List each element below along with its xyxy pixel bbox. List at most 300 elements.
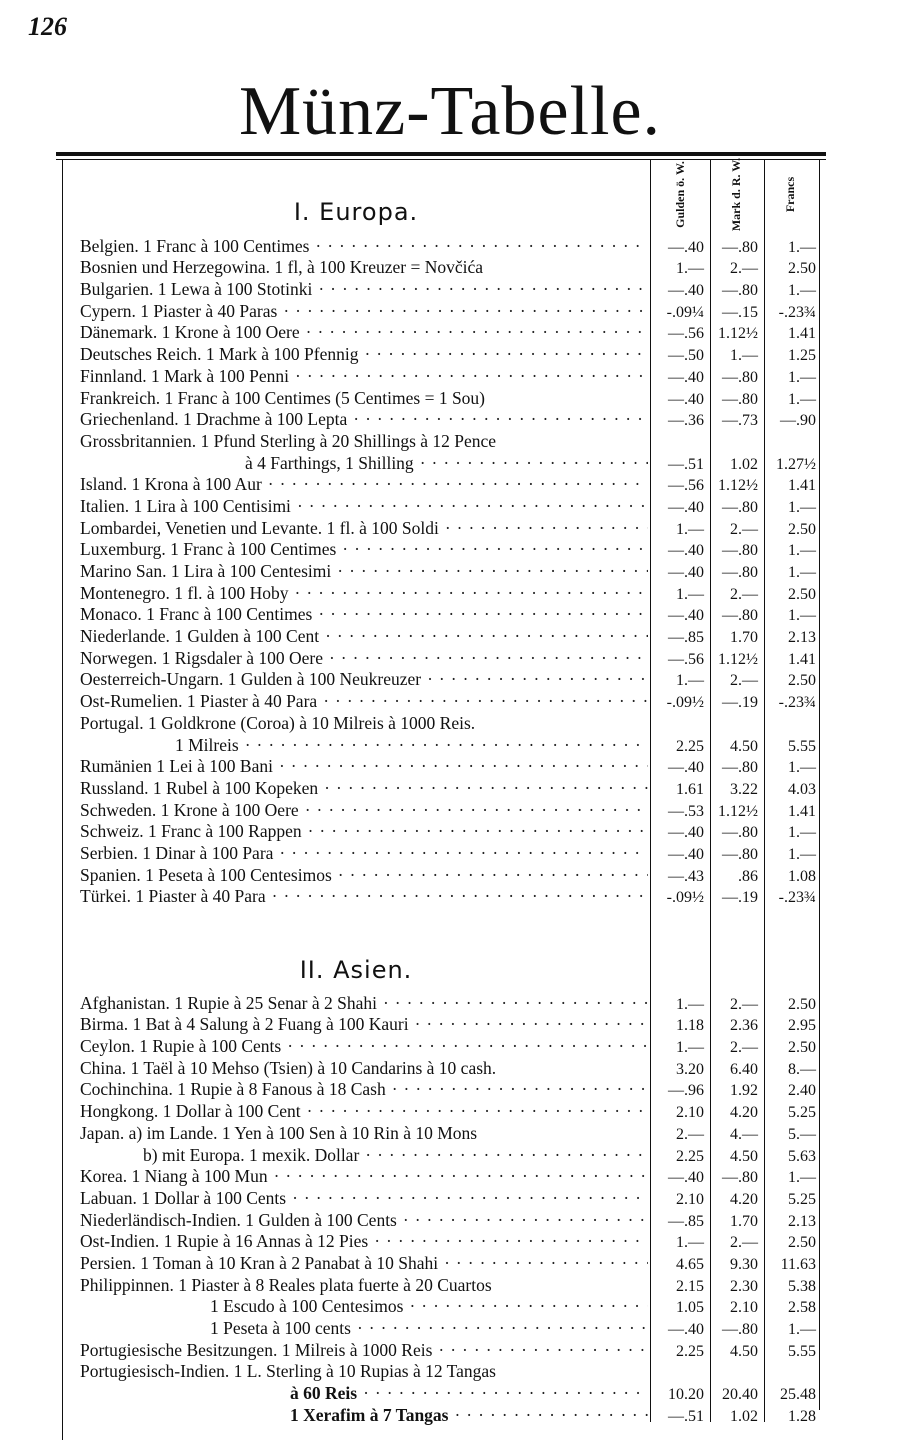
currency-label [80, 756, 648, 777]
value-francs: 2.50 [788, 260, 816, 278]
value-francs: -.23¾ [778, 303, 816, 321]
currency-label [80, 388, 648, 409]
currency-label-text: à 4 Farthings, 1 Shilling [245, 452, 414, 473]
value-mark: .86 [738, 867, 758, 885]
currency-label [80, 431, 648, 452]
value-francs: 5.55 [788, 1342, 816, 1360]
table-row [80, 1404, 820, 1426]
leader-dots [438, 1340, 648, 1361]
currency-label [80, 1231, 648, 1252]
value-gulden: —.40 [668, 368, 704, 386]
value-francs: 5.25 [788, 1104, 816, 1122]
value-gulden: 2.25 [676, 1342, 704, 1360]
currency-label-text: Finnland. 1 Mark à 100 Penni [80, 365, 290, 386]
currency-label [80, 561, 648, 582]
leader-dots [323, 691, 648, 712]
value-mark: 1.12½ [718, 325, 758, 343]
value-gulden: —.53 [668, 802, 704, 820]
currency-label-text: 1 Escudo à 100 Centesimos [210, 1296, 404, 1317]
currency-label-text: b) mit Europa. 1 mexik. Dollar [143, 1144, 360, 1165]
value-francs: 1.— [788, 542, 816, 560]
currency-label-text: Niederländisch-Indien. 1 Gulden à 100 Cents [80, 1209, 397, 1230]
currency-label-text: Griechenland. 1 Drachme à 100 Lepta [80, 409, 348, 430]
currency-label-text: Korea. 1 Niang à 100 Mun [80, 1166, 268, 1187]
leader-dots [268, 474, 648, 495]
currency-label [80, 279, 648, 300]
leader-dots [297, 496, 648, 517]
value-francs: 2.58 [788, 1299, 816, 1317]
currency-label [80, 236, 648, 257]
value-francs: 1.— [788, 368, 816, 386]
currency-label-text: Luxemburg. 1 Franc à 100 Centimes [80, 539, 337, 560]
currency-label [80, 366, 648, 387]
value-gulden: —.56 [668, 325, 704, 343]
value-gulden: —.85 [668, 629, 704, 647]
value-mark: 2.— [730, 995, 758, 1013]
table-row [80, 278, 820, 300]
leader-dots [279, 756, 648, 777]
currency-label-text: 1 Peseta à 100 cents [210, 1318, 351, 1338]
currency-label [80, 1275, 648, 1296]
currency-label-text: Hongkong. 1 Dollar à 100 Cent [80, 1101, 301, 1122]
value-francs: 25.48 [780, 1386, 816, 1404]
value-francs: 2.50 [788, 520, 816, 538]
currency-label [80, 496, 648, 517]
value-gulden: 2.10 [676, 1190, 704, 1208]
value-gulden: 2.— [676, 1125, 704, 1143]
value-gulden: —.40 [668, 542, 704, 560]
currency-label-text: Oesterreich-Ungarn. 1 Gulden à 100 Neukreuzer [80, 669, 422, 690]
value-mark: —.19 [722, 889, 758, 907]
value-francs: 1.— [788, 282, 816, 300]
leader-dots [292, 1188, 648, 1209]
value-mark: —.19 [722, 694, 758, 712]
value-francs: -.23¾ [778, 889, 816, 907]
currency-label-text: Cochinchina. 1 Rupie à 8 Fanous à 18 Cash [80, 1079, 386, 1100]
currency-label-text: China. 1 Taël à 10 Mehso (Tsien) à 10 Candarins à 10 cash. [80, 1057, 497, 1078]
leader-dots [337, 561, 648, 582]
table-row [80, 517, 820, 539]
value-francs: 2.40 [788, 1082, 816, 1100]
leader-dots [308, 821, 648, 842]
value-francs: 1.— [788, 845, 816, 863]
column-header-mark: Mark d. R. W. [729, 157, 744, 231]
value-francs: 1.— [788, 498, 816, 516]
leader-dots [315, 236, 648, 257]
value-francs: -.23¾ [778, 694, 816, 712]
currency-label [80, 474, 648, 495]
leader-dots [325, 626, 648, 647]
value-mark: 2.— [730, 1234, 758, 1252]
table-row [80, 1252, 820, 1274]
value-gulden: —.50 [668, 347, 704, 365]
value-francs: —.90 [780, 412, 816, 430]
value-mark: 1.12½ [718, 650, 758, 668]
currency-label [80, 626, 648, 647]
leader-dots [295, 583, 648, 604]
leader-dots [318, 604, 648, 625]
table-row [80, 777, 820, 799]
table-row [80, 235, 820, 257]
currency-label-text: Montenegro. 1 fl. à 100 Hoby [80, 582, 289, 603]
value-mark: 1.92 [730, 1082, 758, 1100]
value-francs: 1.28 [788, 1407, 816, 1425]
value-francs: 1.25 [788, 347, 816, 365]
currency-label-text: Persien. 1 Toman à 10 Kran à 2 Panabat à 10 Shahi [80, 1252, 439, 1273]
leader-dots [342, 539, 648, 560]
value-mark: —.80 [722, 542, 758, 560]
table-row [80, 1187, 820, 1209]
value-mark: —.80 [722, 845, 758, 863]
currency-label-text: Japan. a) im Lande. 1 Yen à 100 Sen à 10 Rin à 10 Mons [80, 1122, 478, 1143]
leader-dots [374, 1231, 648, 1252]
value-gulden: —.40 [668, 1169, 704, 1187]
table-row [80, 1100, 820, 1122]
leader-dots [245, 735, 648, 756]
currency-label-text: Bulgarien. 1 Lewa à 100 Stotinki [80, 279, 313, 300]
value-francs: 1.41 [788, 802, 816, 820]
table-row [80, 625, 820, 647]
value-gulden: 4.65 [676, 1255, 704, 1273]
currency-label [80, 344, 648, 365]
currency-label-text: Marino San. 1 Lira à 100 Centesimi [80, 561, 332, 581]
title-rule-thick [56, 152, 826, 156]
table-row [80, 669, 820, 691]
table-row [80, 756, 820, 778]
value-mark: 1.12½ [718, 802, 758, 820]
currency-label-text: Philippinnen. 1 Piaster à 8 Reales plata fuerte à 20 Cuartos [80, 1274, 492, 1295]
currency-label [80, 257, 648, 278]
currency-label [80, 1014, 648, 1035]
currency-label [80, 735, 648, 756]
value-francs: 1.— [788, 390, 816, 408]
leader-dots [364, 344, 648, 365]
currency-label [80, 518, 648, 539]
value-gulden: —.40 [668, 845, 704, 863]
table-row [80, 365, 820, 387]
value-gulden: —.40 [668, 390, 704, 408]
value-francs: 2.13 [788, 1212, 816, 1230]
table-row [80, 1382, 820, 1404]
value-francs: 2.50 [788, 1039, 816, 1057]
value-mark: —.80 [722, 824, 758, 842]
value-gulden: 1.— [676, 1234, 704, 1252]
value-francs: 5.38 [788, 1277, 816, 1295]
currency-label [80, 1123, 648, 1144]
value-mark: 1.70 [730, 1212, 758, 1230]
value-mark: 6.40 [730, 1060, 758, 1078]
value-mark: 1.02 [730, 455, 758, 473]
value-mark: 9.30 [730, 1255, 758, 1273]
table-row [80, 1079, 820, 1101]
value-gulden: 1.18 [676, 1017, 704, 1035]
currency-label [80, 322, 648, 343]
leader-dots [324, 778, 648, 799]
table-row [80, 474, 820, 496]
value-mark: 2.— [730, 672, 758, 690]
leader-dots [409, 1296, 648, 1317]
value-mark: 4.50 [730, 737, 758, 755]
table-row [80, 495, 820, 517]
value-mark: 4.50 [730, 1342, 758, 1360]
table-row [80, 712, 820, 734]
value-mark: 20.40 [722, 1386, 758, 1404]
table-row [80, 343, 820, 365]
currency-label-text: Serbien. 1 Dinar à 100 Para [80, 842, 274, 863]
table-row [80, 734, 820, 756]
currency-label [80, 1058, 648, 1079]
table-row [80, 560, 820, 582]
table-row [80, 647, 820, 669]
value-francs: 11.63 [780, 1255, 816, 1273]
table-frame-left [62, 160, 63, 1440]
table-asien [80, 992, 820, 1426]
value-francs: 1.27½ [776, 455, 816, 473]
value-mark: 4.20 [730, 1104, 758, 1122]
currency-label-text: Portugal. 1 Goldkrone (Coroa) à 10 Milreis à 1000 Reis. [80, 712, 476, 733]
leader-dots [287, 1036, 648, 1057]
value-mark: —.80 [722, 1321, 758, 1338]
currency-label [80, 583, 648, 604]
value-mark: 3.22 [730, 780, 758, 798]
currency-label [80, 648, 648, 669]
table-row [80, 1317, 820, 1339]
value-mark: —.80 [722, 1169, 758, 1187]
currency-label-text: Cypern. 1 Piaster à 40 Paras [80, 300, 278, 321]
value-francs: 1.— [788, 238, 816, 256]
currency-label-text: Portugiesisch-Indien. 1 L. Sterling à 10 Rupias à 12 Tangas [80, 1361, 496, 1382]
value-francs: 1.41 [788, 477, 816, 495]
table-row [80, 322, 820, 344]
table-row [80, 992, 820, 1014]
currency-label [80, 453, 648, 474]
value-mark: 2.36 [730, 1017, 758, 1035]
currency-label-text: à 60 Reis [290, 1383, 358, 1404]
value-gulden: 1.— [676, 520, 704, 538]
value-gulden: —.43 [668, 867, 704, 885]
table-row [80, 799, 820, 821]
leader-dots [338, 865, 648, 886]
value-gulden: -.09½ [666, 889, 704, 907]
currency-label-text: Deutsches Reich. 1 Mark à 100 Pfennig [80, 344, 359, 365]
table-row [80, 1231, 820, 1253]
value-francs: 1.41 [788, 325, 816, 343]
table-row [80, 1144, 820, 1166]
section-heading-europa: I. Europa. [293, 198, 419, 226]
leader-dots [454, 1405, 648, 1426]
currency-label-text: Türkei. 1 Piaster à 40 Para [80, 886, 266, 907]
leader-dots [357, 1318, 648, 1339]
value-francs: 1.— [788, 1321, 816, 1338]
value-gulden: —.51 [668, 455, 704, 473]
currency-label-text: 1 Milreis [175, 734, 239, 755]
currency-label-text: Grossbritannien. 1 Pfund Sterling à 20 Shillings à 12 Pence [80, 430, 497, 451]
value-mark: —.80 [722, 390, 758, 408]
value-gulden: —.85 [668, 1212, 704, 1230]
currency-label-text: Bosnien und Herzegowina. 1 fl, à 100 Kreuzer = Novčića [80, 257, 483, 278]
value-gulden: 1.— [676, 995, 704, 1013]
table-row [80, 1122, 820, 1144]
value-mark: —.80 [722, 368, 758, 386]
value-mark: —.80 [722, 238, 758, 256]
table-row [80, 842, 820, 864]
currency-label [80, 1253, 648, 1274]
value-mark: —.80 [722, 759, 758, 777]
value-mark: 2.— [730, 520, 758, 538]
column-header-gulden: Gulden ö. W. [672, 160, 687, 228]
value-gulden: 2.25 [676, 1147, 704, 1165]
currency-label-text: Dänemark. 1 Krone à 100 Oere [80, 322, 300, 343]
currency-label-text: Russland. 1 Rubel à 100 Kopeken [80, 777, 319, 798]
value-gulden: 1.05 [676, 1299, 704, 1317]
currency-label-text: Ost-Indien. 1 Rupie à 16 Annas à 12 Pies [80, 1231, 369, 1252]
leader-dots [420, 453, 648, 474]
value-mark: 1.02 [730, 1407, 758, 1425]
table-row [80, 690, 820, 712]
currency-label [80, 1405, 648, 1426]
leader-dots [305, 800, 648, 821]
leader-dots [274, 1166, 648, 1187]
currency-label [80, 1296, 648, 1317]
table-row [80, 452, 820, 474]
currency-label-text: Portugiesische Besitzungen. 1 Milreis à 1000 Reis [80, 1339, 433, 1360]
currency-label-text: Schweden. 1 Krone à 100 Oere [80, 799, 299, 820]
leader-dots [295, 366, 648, 387]
currency-label [80, 1166, 648, 1187]
leader-dots [444, 1253, 648, 1274]
value-mark: —.73 [722, 412, 758, 430]
table-row [80, 886, 820, 908]
leader-dots [279, 843, 648, 864]
value-gulden: —.51 [668, 1407, 704, 1425]
value-gulden: —.40 [668, 238, 704, 256]
leader-dots [283, 301, 648, 322]
table-row [80, 430, 820, 452]
value-mark: 1.70 [730, 629, 758, 647]
value-francs: 5.63 [788, 1147, 816, 1165]
value-mark: 2.— [730, 260, 758, 278]
value-gulden: —.40 [668, 824, 704, 842]
leader-dots [427, 669, 648, 690]
table-row [80, 257, 820, 279]
value-gulden: 2.25 [676, 737, 704, 755]
leader-dots [415, 1014, 648, 1035]
table-row [80, 1339, 820, 1361]
value-gulden: —.96 [668, 1082, 704, 1100]
value-mark: —.80 [722, 607, 758, 625]
value-gulden: —.56 [668, 477, 704, 495]
currency-label-text: Labuan. 1 Dollar à 100 Cents [80, 1187, 287, 1208]
value-gulden: 1.61 [676, 780, 704, 798]
currency-label [80, 301, 648, 322]
value-gulden: 1.— [676, 260, 704, 278]
value-gulden: —.40 [668, 498, 704, 516]
value-gulden: 2.15 [676, 1277, 704, 1295]
value-francs: 5.55 [788, 737, 816, 755]
table-row [80, 539, 820, 561]
table-row [80, 1057, 820, 1079]
value-mark: —.80 [722, 564, 758, 581]
table-row [80, 864, 820, 886]
currency-label [80, 886, 648, 907]
value-mark: —.15 [722, 303, 758, 321]
value-gulden: 1.— [676, 585, 704, 603]
value-francs: 2.95 [788, 1017, 816, 1035]
value-gulden: 1.— [676, 1039, 704, 1057]
leader-dots [329, 648, 648, 669]
currency-label-text: Niederlande. 1 Gulden à 100 Cent [80, 626, 320, 647]
value-gulden: —.40 [668, 1321, 704, 1338]
value-gulden: —.40 [668, 759, 704, 777]
value-gulden: 10.20 [668, 1386, 704, 1404]
currency-label [80, 843, 648, 864]
leader-dots [365, 1145, 648, 1166]
leader-dots [445, 518, 648, 539]
currency-label-text: Italien. 1 Lira à 100 Centisimi [80, 495, 291, 516]
table-row [80, 1166, 820, 1188]
table-row [80, 300, 820, 322]
currency-label [80, 409, 648, 430]
value-francs: 2.13 [788, 629, 816, 647]
currency-label [80, 1383, 648, 1404]
value-mark: —.80 [722, 282, 758, 300]
table-row [80, 821, 820, 843]
table-row [80, 1296, 820, 1318]
value-gulden: 3.20 [676, 1060, 704, 1078]
value-mark: 2.30 [730, 1277, 758, 1295]
value-gulden: —.40 [668, 607, 704, 625]
currency-label-text: Belgien. 1 Franc à 100 Centimes [80, 235, 310, 256]
value-mark: 2.— [730, 1039, 758, 1057]
currency-label [80, 713, 648, 734]
table-row [80, 387, 820, 409]
page-title: Münz-Tabelle. [238, 73, 662, 150]
table-row [80, 1035, 820, 1057]
leader-dots [307, 1101, 648, 1122]
table-row [80, 604, 820, 626]
currency-label-text: Monaco. 1 Franc à 100 Centimes [80, 604, 313, 625]
value-mark: 2.— [730, 585, 758, 603]
currency-label-text: Schweiz. 1 Franc à 100 Rappen [80, 821, 302, 842]
value-gulden: —.40 [668, 564, 704, 581]
currency-label-text: Lombardei, Venetien und Levante. 1 fl. à 100 Soldi [80, 517, 439, 538]
table-row [80, 1361, 820, 1383]
leader-dots [403, 1210, 648, 1231]
currency-label [80, 539, 648, 560]
value-francs: 2.50 [788, 995, 816, 1013]
leader-dots [306, 322, 648, 343]
value-mark: 4.20 [730, 1190, 758, 1208]
value-mark: 2.10 [730, 1299, 758, 1317]
value-francs: 1.— [788, 564, 816, 581]
leader-dots [392, 1079, 648, 1100]
value-francs: 1.41 [788, 650, 816, 668]
currency-label [80, 1188, 648, 1209]
leader-dots [272, 886, 648, 907]
value-francs: 2.50 [788, 1234, 816, 1252]
value-francs: 8.— [788, 1060, 816, 1078]
leader-dots [383, 993, 648, 1014]
currency-label-text: Ceylon. 1 Rupie à 100 Cents [80, 1036, 282, 1057]
leader-dots [363, 1383, 648, 1404]
value-gulden: -.09½ [666, 694, 704, 712]
currency-label [80, 604, 648, 625]
currency-label [80, 993, 648, 1014]
currency-label [80, 1210, 648, 1231]
currency-label [80, 1145, 648, 1166]
value-mark: 4.50 [730, 1147, 758, 1165]
value-mark: 4.— [730, 1125, 758, 1143]
